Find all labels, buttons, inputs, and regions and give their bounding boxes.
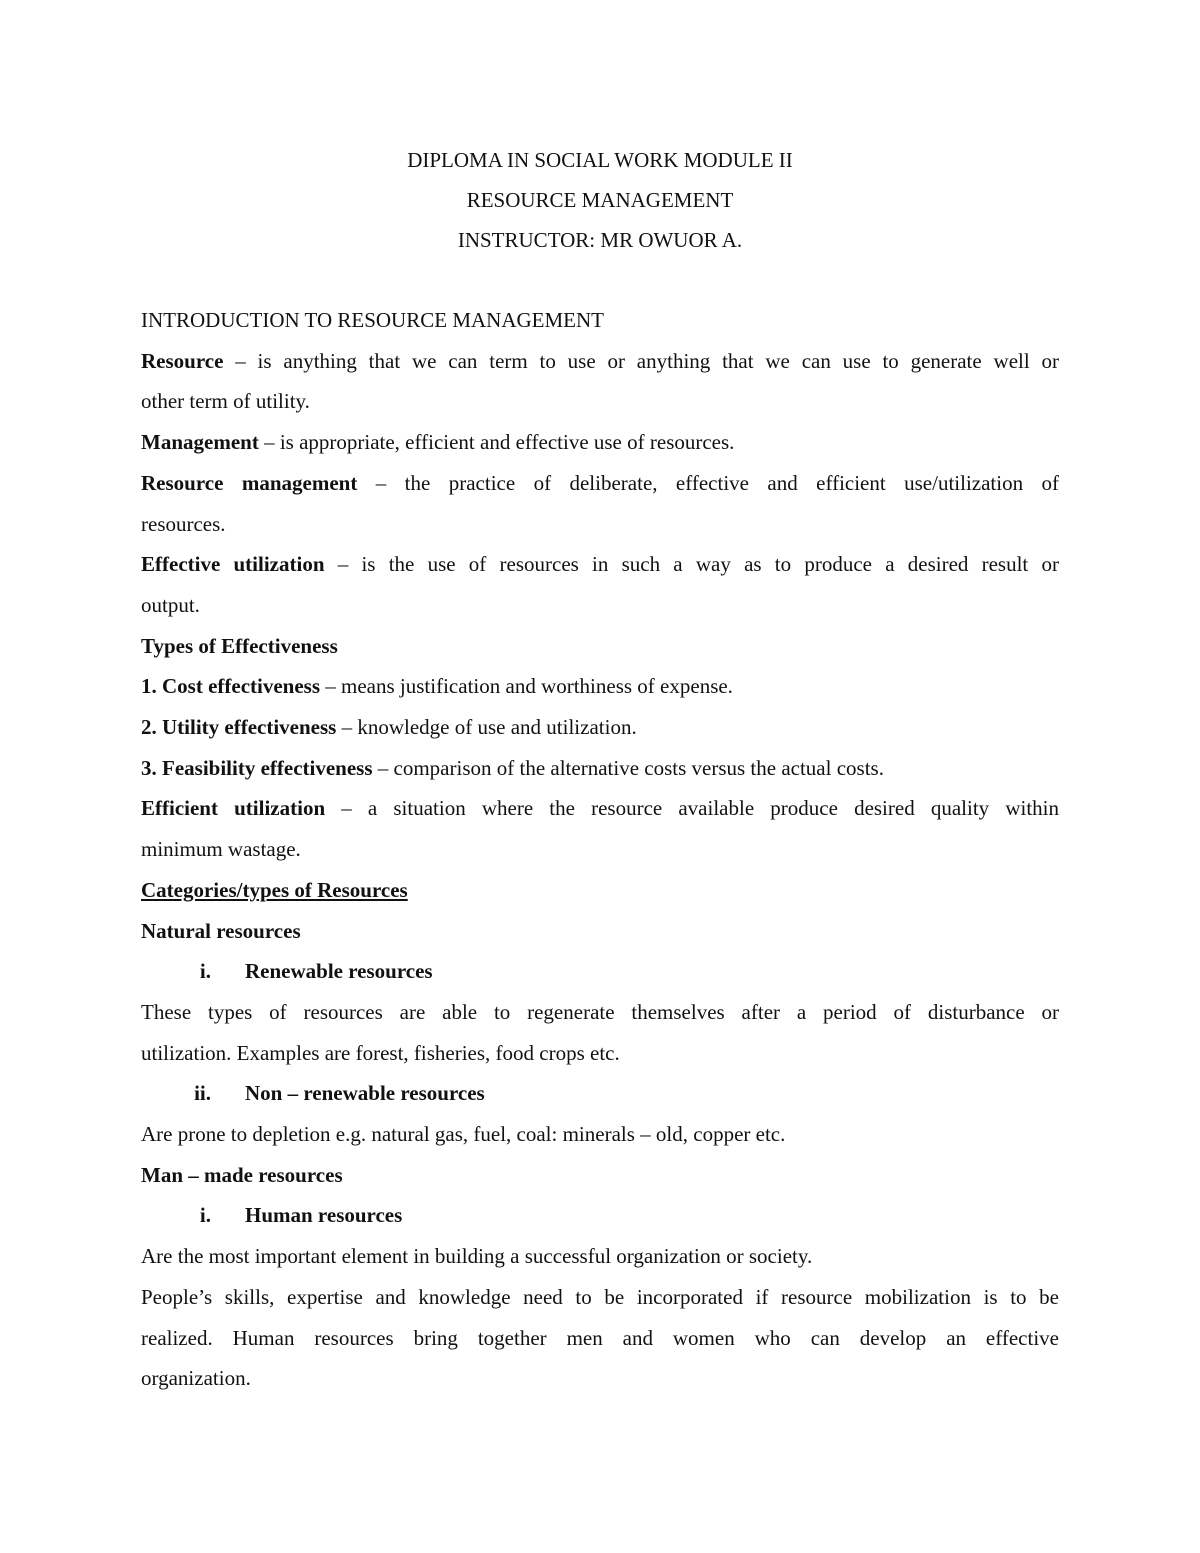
list-item-term: 2. Utility effectiveness xyxy=(141,715,337,740)
effectiveness-item-cost xyxy=(141,666,1059,707)
human-resources-text-1: Are the most important element in building a successful organization or society. xyxy=(141,1244,813,1269)
document-header xyxy=(0,140,1200,260)
definition-resource-line1 xyxy=(141,341,1059,382)
list-numeral: ii. xyxy=(194,1081,211,1106)
non-renewable-resources-heading xyxy=(141,1073,1059,1114)
definition-term: Efficient utilization xyxy=(141,796,326,821)
definition-resource-management-line1 xyxy=(141,463,1059,504)
definition-term: Effective utilization xyxy=(141,552,325,577)
subheading-text: Renewable resources xyxy=(245,959,433,984)
human-resources-text-2-line1: People’s skills, expertise and knowledge need to be incorporated if resource mobilization is to be xyxy=(141,1284,1059,1309)
list-item-text: – comparison of the alternative costs versus the actual costs. xyxy=(372,755,884,780)
effectiveness-item-utility xyxy=(141,707,1059,748)
renewable-resources-text-line2: utilization. Examples are forest, fisheries, food crops etc. xyxy=(141,1040,620,1065)
definition-resource-line2: other term of utility. xyxy=(141,389,310,414)
human-resources-heading xyxy=(141,1195,1059,1236)
renewable-resources-heading xyxy=(141,951,1059,992)
course-title: DIPLOMA IN SOCIAL WORK MODULE II xyxy=(407,148,793,172)
definition-effective-utilization-line1 xyxy=(141,544,1059,585)
effectiveness-item-feasibility xyxy=(141,748,1059,789)
subheading-text: Human resources xyxy=(245,1203,403,1228)
definition-text: – the practice of deliberate, effective and efficient use/utilization of xyxy=(357,470,1060,495)
list-numeral: i. xyxy=(199,959,211,984)
definition-efficient-utilization-line2: minimum wastage. xyxy=(141,837,301,862)
list-numeral: i. xyxy=(199,1203,211,1228)
effectiveness-heading: Types of Effectiveness xyxy=(141,633,338,658)
definition-management xyxy=(141,422,1059,463)
human-resources-text-2-line2: realized. Human resources bring together men and women who can develop an effective xyxy=(141,1325,1059,1350)
subheading-text: Non – renewable resources xyxy=(245,1081,485,1106)
non-renewable-resources-text: Are prone to depletion e.g. natural gas, fuel, coal: minerals – old, copper etc. xyxy=(141,1122,786,1147)
definition-resource-management-line2: resources. xyxy=(141,511,226,536)
definition-term: Resource management xyxy=(141,470,358,495)
definition-efficient-utilization-line1 xyxy=(141,788,1059,829)
human-resources-text-2-line3: organization. xyxy=(141,1366,251,1391)
definition-text: – is the use of resources in such a way as to produce a desired result or xyxy=(324,552,1059,577)
natural-resources-heading: Natural resources xyxy=(141,918,301,943)
instructor-line: INSTRUCTOR: MR OWUOR A. xyxy=(457,228,743,252)
intro-heading: INTRODUCTION TO RESOURCE MANAGEMENT xyxy=(141,308,604,332)
definition-text: – a situation where the resource available produce desired quality within xyxy=(325,796,1059,821)
list-item-text: – knowledge of use and utilization. xyxy=(336,715,637,740)
man-made-resources-heading: Man – made resources xyxy=(141,1162,343,1187)
subject-title: RESOURCE MANAGEMENT xyxy=(466,188,734,212)
list-item-text: – means justification and worthiness of expense. xyxy=(320,674,733,699)
list-item-term: 3. Feasibility effectiveness xyxy=(141,755,373,780)
renewable-resources-text-line1: These types of resources are able to regenerate themselves after a period of disturbance or xyxy=(141,999,1059,1024)
list-item-term: 1. Cost effectiveness xyxy=(141,674,321,699)
definition-effective-utilization-line2: output. xyxy=(141,592,200,617)
definition-text: – is anything that we can term to use or anything that we can use to generate well or xyxy=(223,348,1059,373)
definition-text: – is appropriate, efficient and effective use of resources. xyxy=(258,430,735,455)
definition-term: Resource xyxy=(141,348,224,373)
document-body xyxy=(141,300,1059,1399)
definition-term: Management xyxy=(141,430,259,455)
categories-heading: Categories/types of Resources xyxy=(141,877,408,902)
